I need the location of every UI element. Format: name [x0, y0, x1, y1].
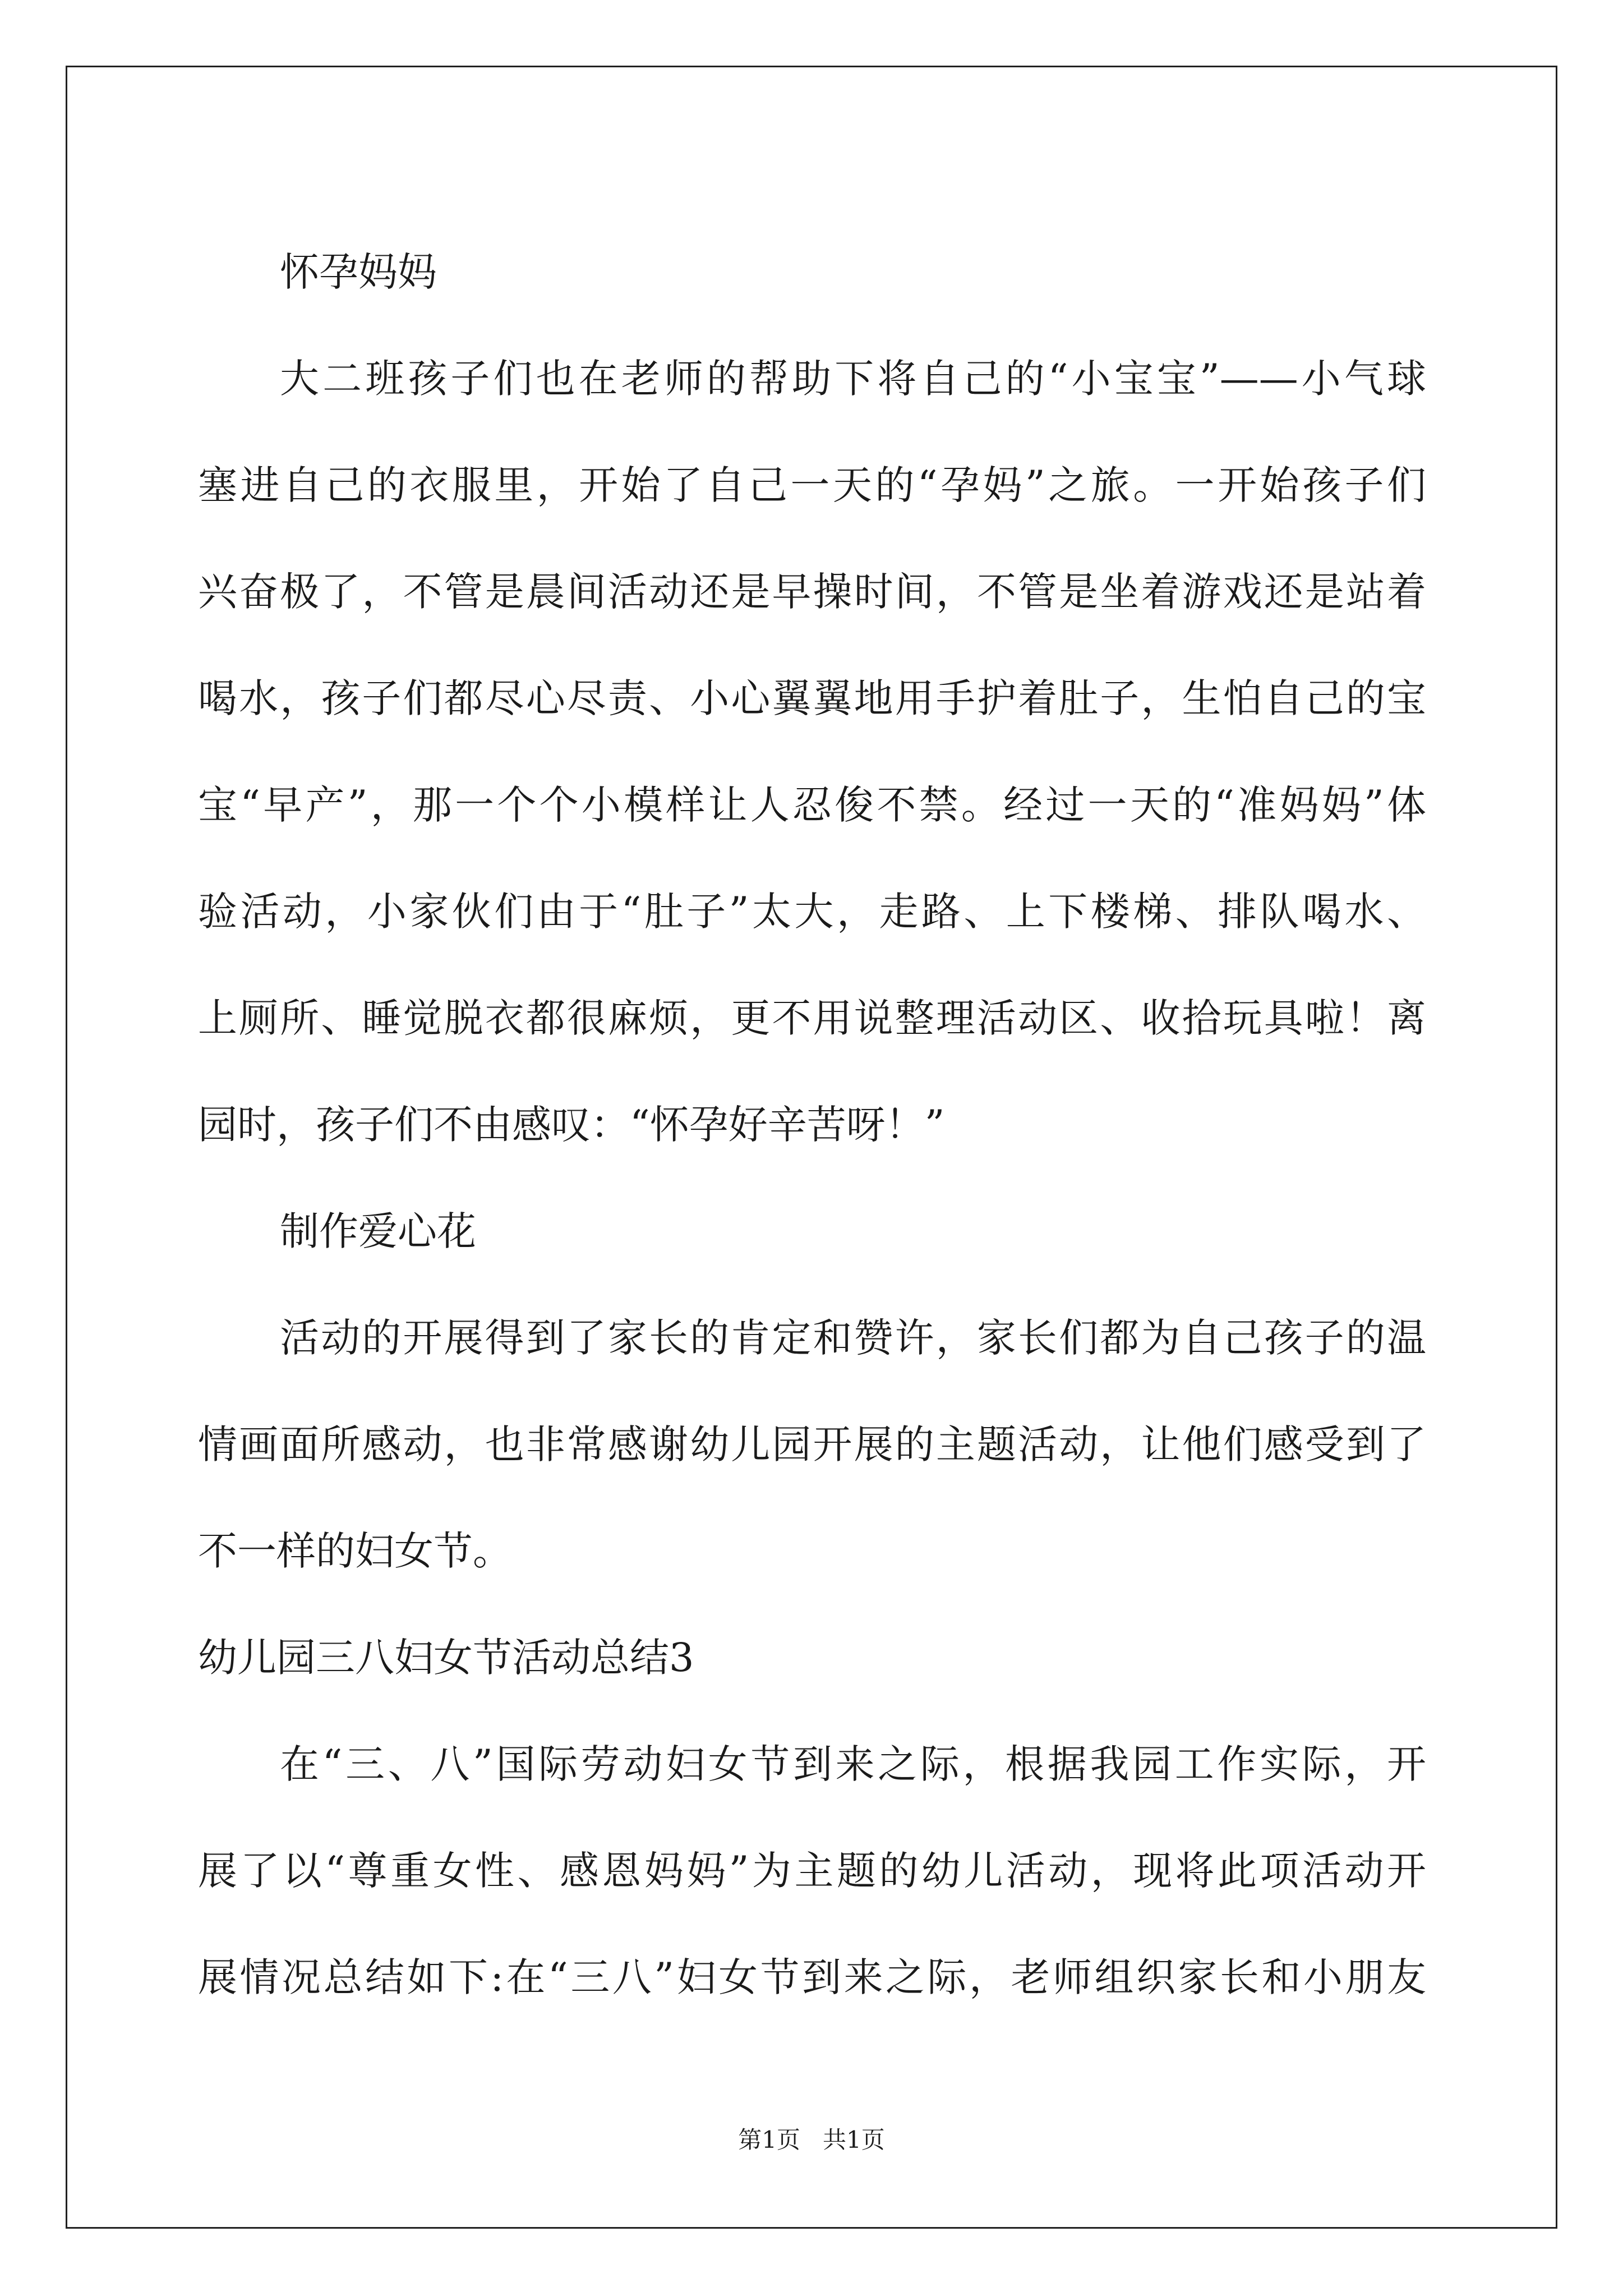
text-line: 塞进自己的衣服里，开始了自己一天的“孕妈”之旅。一开始孩子们	[198, 462, 1426, 508]
page-number: 第1页	[738, 2126, 800, 2154]
page-total: 共1页	[823, 2126, 885, 2154]
text-line: 情画面所感动，也非常感谢幼儿园开展的主题活动，让他们感受到了	[198, 1421, 1426, 1467]
text-line: 大二班孩子们也在老师的帮助下将自己的“小宝宝”——小气球	[280, 356, 1426, 402]
text-line: 园时，孩子们不由感叹：“怀孕好辛苦呀！”	[198, 1102, 945, 1148]
document-body	[198, 219, 1426, 2031]
text-line: 展情况总结如下:在“三八”妇女节到来之际，老师组织家长和小朋友	[198, 1954, 1426, 2000]
text-line: 验活动，小家伙们由于“肚子”太大，走路、上下楼梯、排队喝水、	[198, 889, 1426, 935]
text-line: 活动的开展得到了家长的肯定和赞许，家长们都为自己孩子的温	[280, 1315, 1426, 1361]
text-line: 喝水，孩子们都尽心尽责、小心翼翼地用手护着肚子，生怕自己的宝	[198, 675, 1426, 721]
text-line: 上厕所、睡觉脱衣都很麻烦，更不用说整理活动区、收拾玩具啦！离	[198, 995, 1426, 1041]
text-line: 怀孕妈妈	[280, 249, 437, 295]
text-line: 兴奋极了，不管是晨间活动还是早操时间，不管是坐着游戏还是站着	[198, 569, 1426, 615]
text-line: 宝“早产”，那一个个小模样让人忍俊不禁。经过一天的“准妈妈”体	[198, 782, 1426, 828]
text-line: 在“三、八”国际劳动妇女节到来之际，根据我园工作实际，开	[280, 1741, 1426, 1787]
section-heading: 幼儿园三八妇女节活动总结3	[198, 1635, 694, 1681]
page-footer	[0, 2123, 1623, 2157]
text-line: 制作爱心花	[280, 1208, 476, 1254]
text-line: 不一样的妇女节。	[198, 1528, 512, 1574]
text-line: 展了以“尊重女性、感恩妈妈”为主题的幼儿活动，现将此项活动开	[198, 1848, 1426, 1894]
